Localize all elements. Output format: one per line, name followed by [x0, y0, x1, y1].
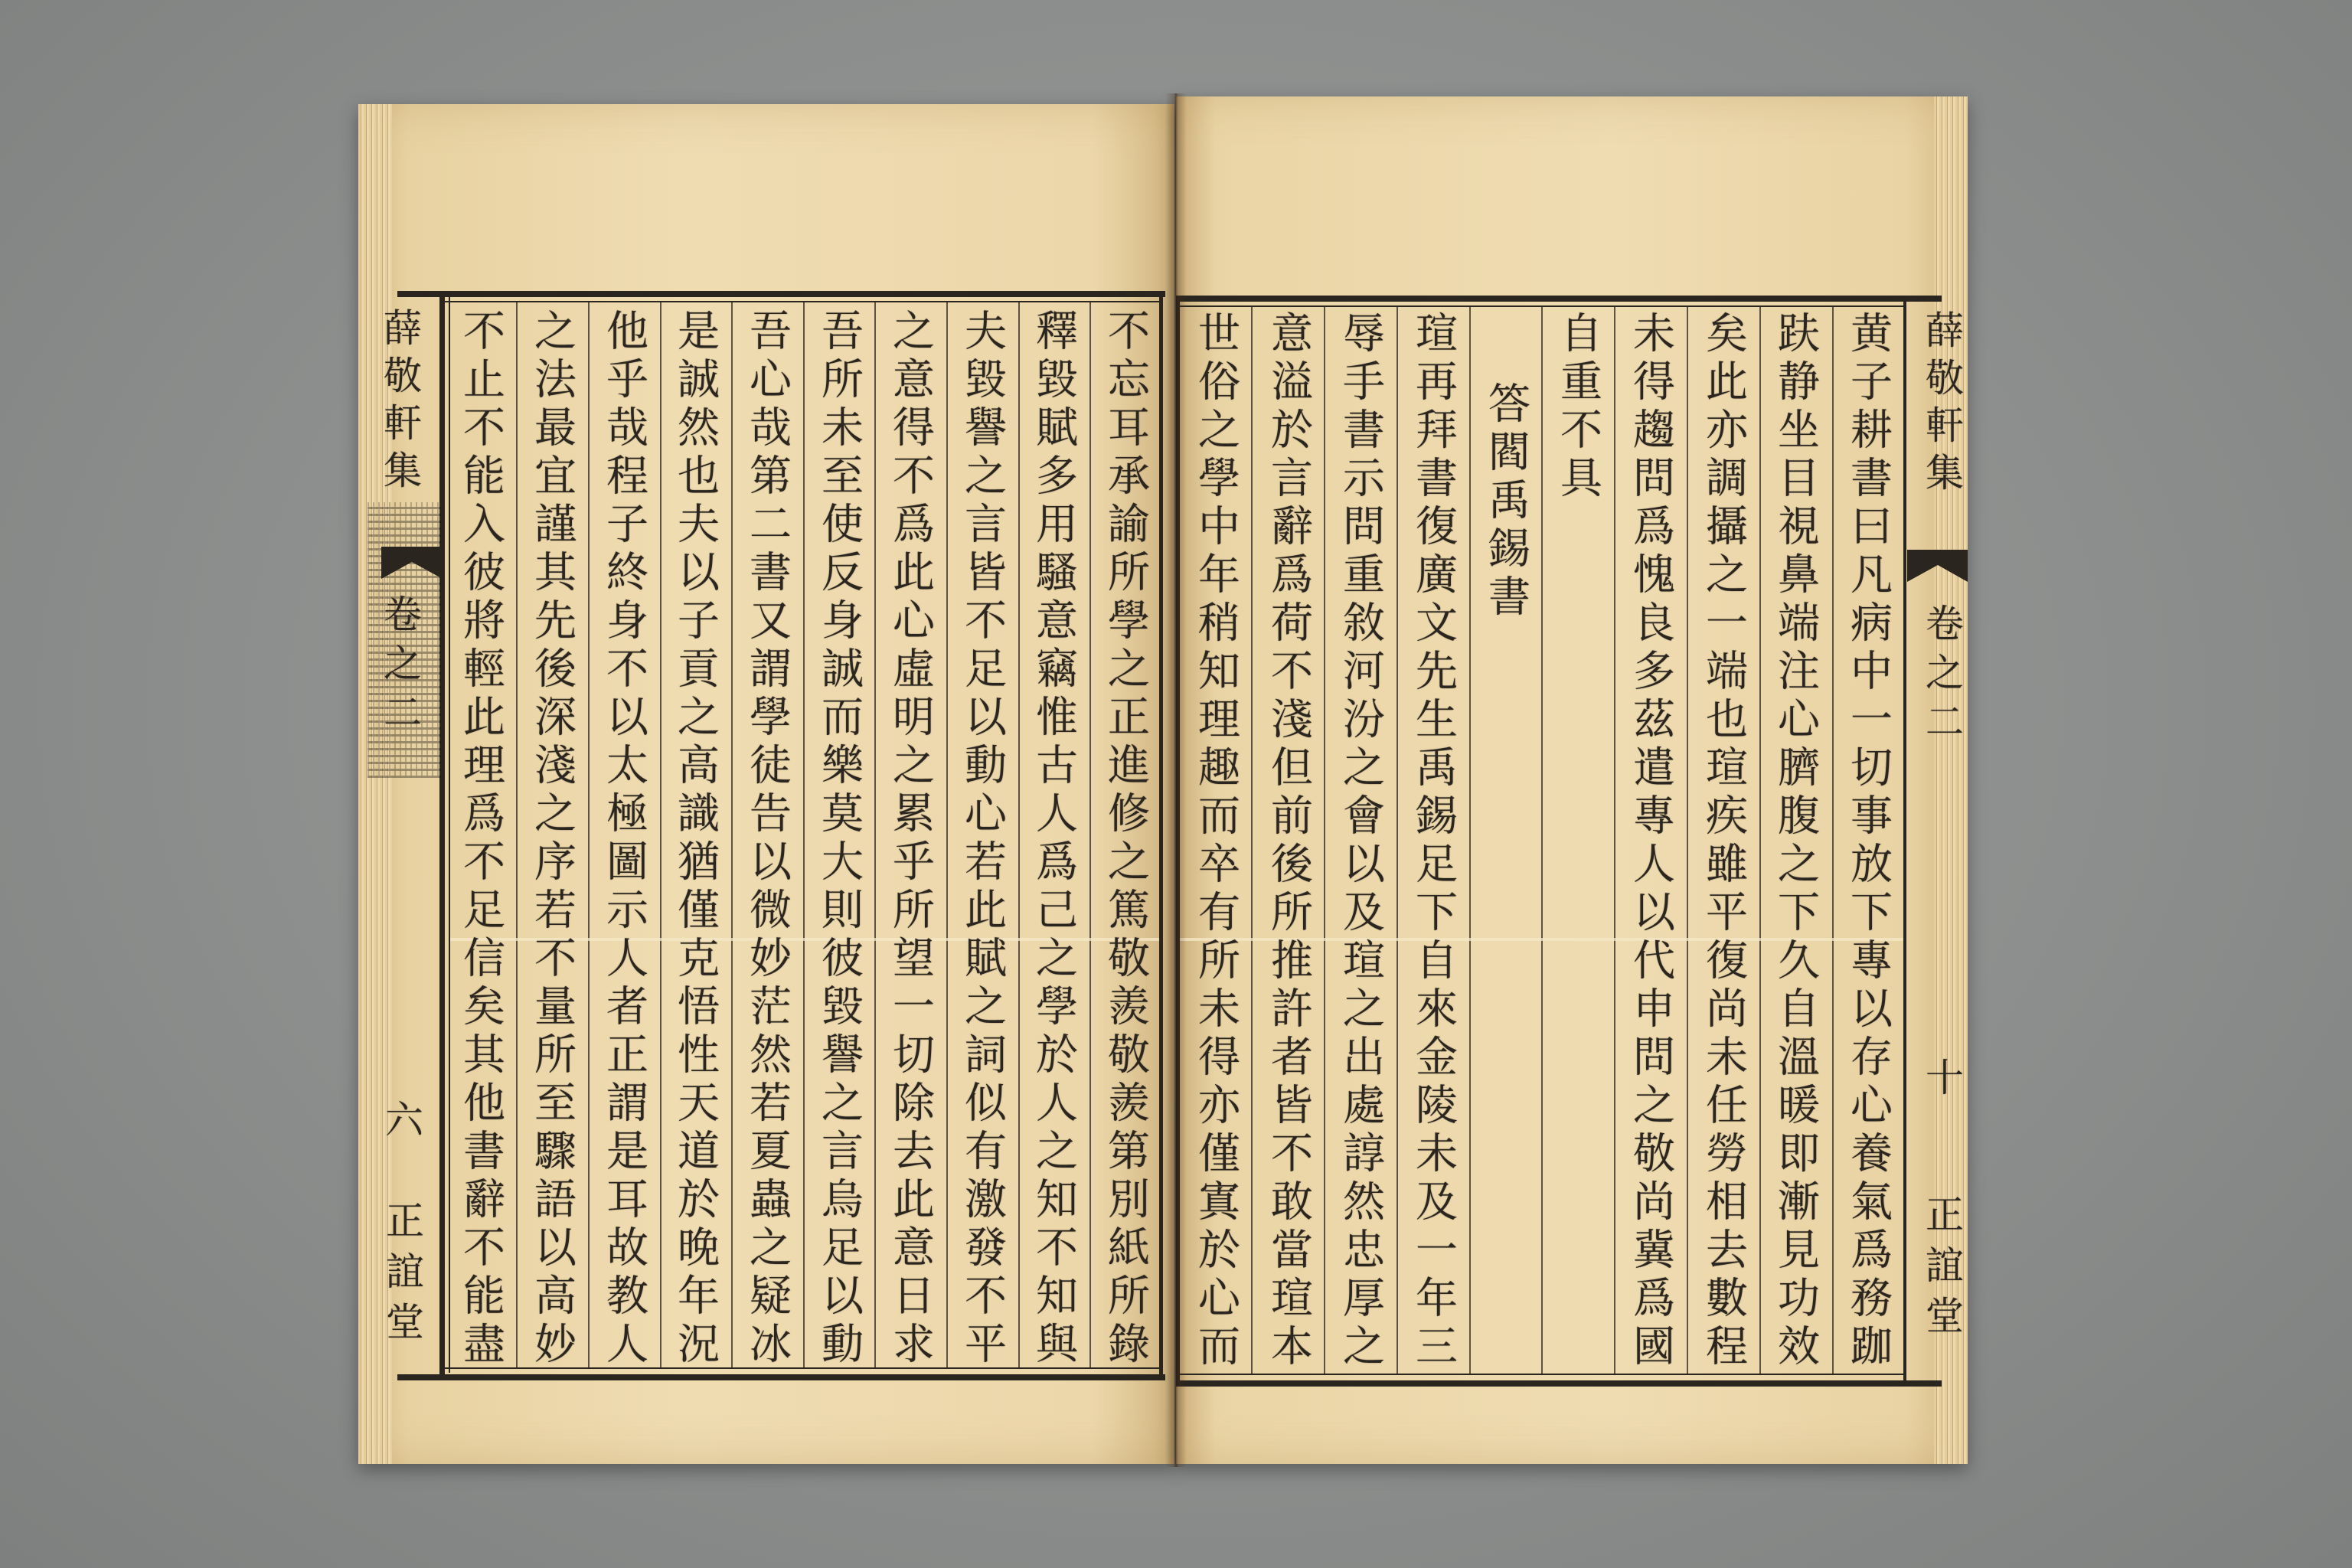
fold-margin-title: 薛敬軒集: [1919, 310, 1964, 500]
column-rule: [1469, 307, 1471, 1374]
fold-margin-volume: 卷之二: [377, 594, 422, 741]
fishtail-mark: [1907, 550, 1968, 582]
book-gutter-shadow: [1165, 93, 1187, 1467]
column-rule: [1018, 302, 1020, 1367]
text-column: 辱手書示問重敘河汾之會以及瑄之出處諄然忠厚之: [1336, 311, 1385, 1372]
text-column: 之意得不爲此心虛明之累乎所望一切除去此意日求: [886, 309, 935, 1370]
fishtail-mark: [381, 547, 443, 579]
text-column: 黄子耕書曰凡病中一切事放下專以存心養氣爲務跏: [1844, 311, 1893, 1372]
fold-margin-leaf-number: 十: [1919, 1057, 1964, 1105]
right-page: [1176, 96, 1968, 1464]
column-rule: [803, 302, 805, 1367]
text-column: 不止不能入彼將輕此理爲不足信矣其他書辭不能盡: [456, 309, 505, 1370]
fold-margin-leaf-number: 六: [379, 1099, 423, 1147]
column-rule: [1687, 307, 1688, 1374]
text-column: 之法最宜謹其先後深淺之序若不量所至驟語以高妙: [528, 309, 577, 1370]
column-rule: [1396, 307, 1398, 1374]
frame-top-border: [397, 291, 1165, 297]
column-rule: [1541, 307, 1543, 1374]
text-column: 不忘耳承諭所學之正進修之篤敬羨敬羨第別紙所錄: [1101, 309, 1150, 1370]
frame-inner-border: [449, 297, 450, 1373]
fold-margin-publisher: 正誼堂: [380, 1200, 424, 1352]
column-rule: [1089, 302, 1091, 1367]
letter-heading: 答閻禹錫書: [1481, 381, 1530, 622]
text-column: 矣此亦調攝之一端也瑄疾雖平復尚未任勞相去數程: [1699, 311, 1748, 1372]
frame-top-border: [1176, 296, 1942, 302]
column-rule: [1759, 307, 1761, 1374]
frame-top-inner-line: [439, 301, 1163, 302]
column-rule: [874, 302, 876, 1367]
text-column: 是誠然也夫以子貢之高識猶僅克悟性天道於晚年況: [671, 309, 720, 1370]
column-rule: [1614, 307, 1615, 1374]
text-column: 未得趨問爲愧良多茲遣專人以代申問之敬尚冀爲國: [1626, 311, 1675, 1372]
column-rule: [660, 302, 662, 1367]
frame-top-inner-line: [1176, 305, 1904, 307]
frame-outer-border: [1903, 296, 1906, 1387]
column-rule: [1251, 307, 1253, 1374]
text-column: 釋毀賦多用騷意竊惟古人爲己之學於人之知不知與: [1029, 309, 1078, 1370]
text-column: 他乎哉程子終身不以太極圖示人者正謂是耳故教人: [599, 309, 648, 1370]
text-column: 世俗之學中年稍知理趣而卒有所未得亦僅寘於心而: [1191, 311, 1240, 1372]
text-column: 趺静坐目視鼻端注心臍腹之下久自溫暖即漸見功效: [1771, 311, 1820, 1372]
fold-margin-title: 薛敬軒集: [377, 308, 422, 498]
fold-margin-volume: 卷之二: [1919, 603, 1964, 750]
column-rule: [1324, 307, 1325, 1374]
frame-gutter-border: [1159, 291, 1163, 1380]
column-rule: [946, 302, 948, 1367]
text-column: 吾所未至使反身誠而樂莫大則彼毀譽之言烏足以動: [815, 309, 864, 1370]
frame-outer-border: [439, 291, 445, 1380]
fold-margin-publisher: 正誼堂: [1919, 1194, 1964, 1346]
column-rule: [588, 302, 590, 1367]
left-page: [358, 104, 1174, 1464]
text-column: 意溢於言辭爲荷不淺但前後所推許者皆不敢當瑄本: [1264, 311, 1313, 1372]
text-column: 吾心哉第二書又謂學徒告以微妙茫然若夏蟲之疑冰: [743, 309, 792, 1370]
column-rule: [731, 302, 733, 1367]
column-rule: [1832, 307, 1834, 1374]
text-column: 夫毀譽之言皆不足以動心若此賦之詞似有激發不平: [958, 309, 1007, 1370]
text-column: 自重不具: [1553, 311, 1602, 504]
text-column: 瑄再拜書復廣文先生禹錫足下自來金陵未及一年三: [1409, 311, 1458, 1372]
column-rule: [516, 302, 518, 1367]
